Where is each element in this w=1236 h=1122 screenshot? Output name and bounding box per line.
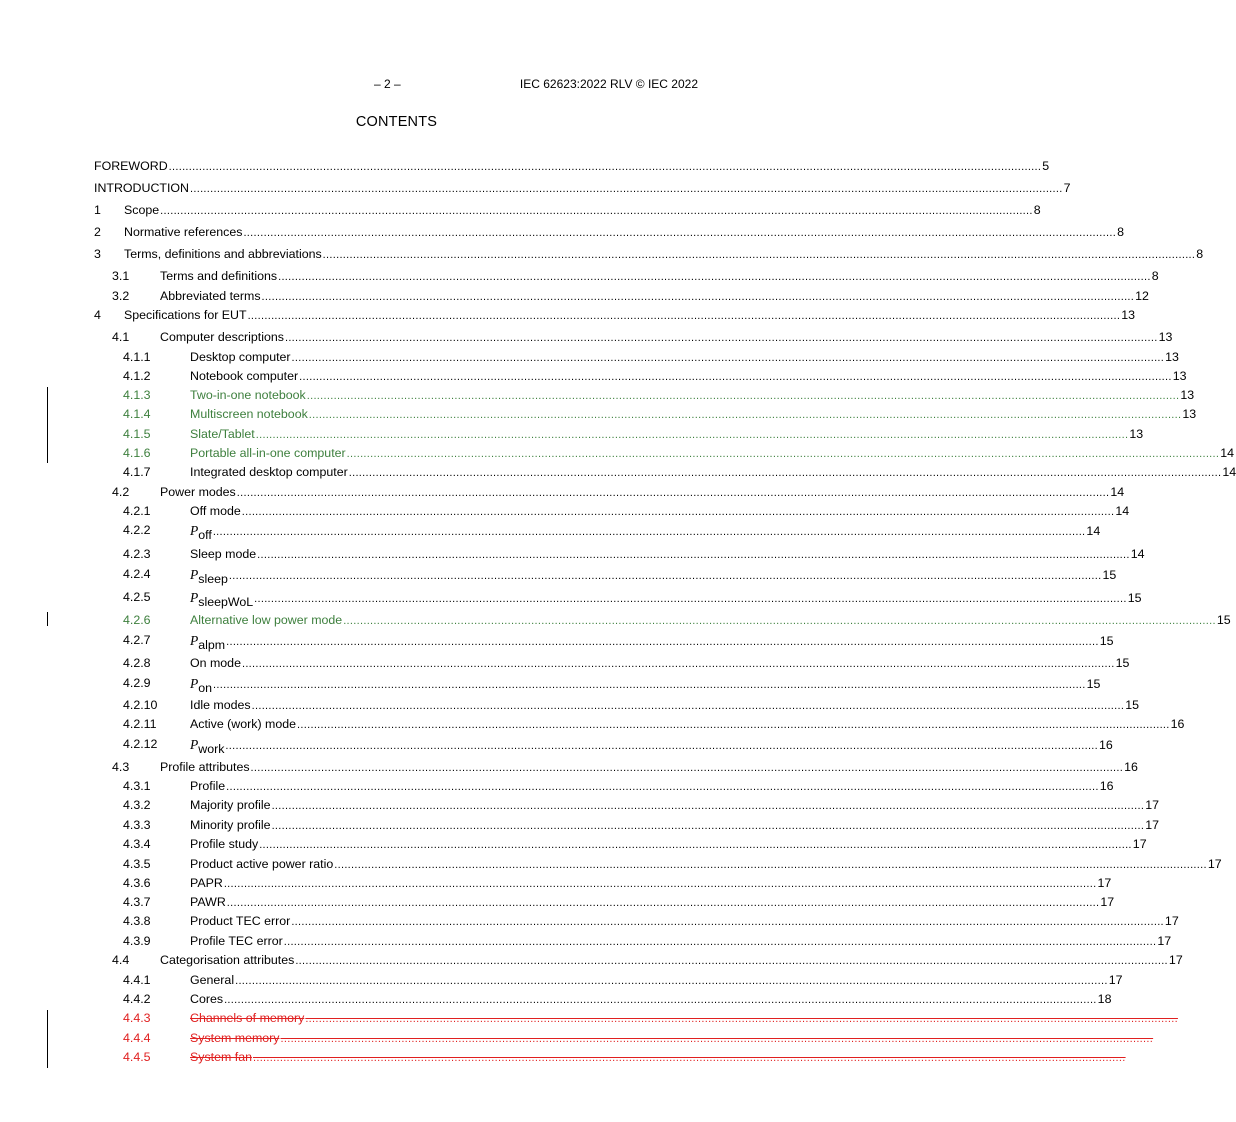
dot-leader: .................................................................................................................................................................................................................................................................... (322, 249, 1196, 261)
toc-entry[interactable] (94, 797, 1159, 814)
toc-entry[interactable] (94, 406, 1197, 423)
toc-entry-page: 13 (1182, 407, 1197, 421)
toc-entry-number: 3.1 (112, 269, 130, 283)
toc-entry-title: Desktop computer (190, 350, 291, 364)
toc-entry-line (94, 158, 1050, 176)
toc-entry[interactable] (94, 933, 1172, 950)
toc-entry-line (190, 875, 1112, 893)
toc-entry-title: Alternative low power mode (190, 613, 343, 627)
toc-entry-line (190, 1010, 1178, 1028)
toc-entry-line (190, 797, 1159, 815)
toc-entry-page: 17 (1145, 818, 1159, 832)
toc-entry[interactable] (94, 546, 1145, 563)
dot-leader: .................................................................................................................................................................................................................................................................... (223, 878, 1097, 890)
toc-entry-number: 4.1.5 (123, 427, 151, 441)
dot-leader: .................................................................................................................................................................................................................................................................... (271, 820, 1145, 832)
toc-entry[interactable] (94, 856, 1222, 873)
toc-entry[interactable] (94, 589, 1142, 609)
dot-leader: .................................................................................................................................................................................................................................................................... (257, 549, 1130, 561)
toc-entry-title: Product TEC error (190, 914, 291, 928)
toc-entry-line (190, 426, 1144, 444)
dot-leader: .................................................................................................................................................................................................................................................................... (280, 1033, 1154, 1045)
toc-entry-number: 4.2.7 (123, 633, 151, 647)
toc-entry-number: 4.3 (112, 760, 130, 774)
toc-entry[interactable] (94, 329, 1173, 346)
toc-entry-number: 4.4.5 (123, 1050, 151, 1064)
toc-entry-title: Scope (124, 203, 160, 217)
toc-entry-number: 4.2.8 (123, 656, 151, 670)
dot-leader: .................................................................................................................................................................................................................................................................... (306, 390, 1180, 402)
dot-leader: .................................................................................................................................................................................................................................................................... (228, 570, 1102, 582)
dot-leader: .................................................................................................................................................................................................................................................................... (250, 762, 1124, 774)
toc-entry-number: 3.2 (112, 289, 130, 303)
toc-entry-title: Off mode (190, 504, 241, 518)
dot-leader: .................................................................................................................................................................................................................................................................... (255, 429, 1129, 441)
toc-entry-page: 15 (1216, 613, 1231, 627)
toc-entry-title: Sleep mode (190, 547, 257, 561)
toc-entry-title: Majority profile (190, 798, 271, 812)
toc-entry-page: 13 (1172, 369, 1187, 383)
toc-entry-number: 4.2.4 (123, 567, 151, 581)
toc-entry-line (190, 697, 1140, 715)
toc-entry-line (190, 913, 1179, 931)
power-symbol: P (190, 523, 199, 538)
toc-entry[interactable] (94, 675, 1101, 695)
toc-entry-title: Profile TEC error (190, 934, 283, 948)
toc-entry[interactable] (94, 445, 1235, 462)
toc-entry-title (190, 522, 213, 540)
toc-entry-title: PAWR (190, 895, 226, 909)
toc-entry-line (190, 387, 1195, 405)
toc-entry-page: 17 (1132, 837, 1147, 851)
toc-entry[interactable] (94, 368, 1187, 385)
toc-entry-page: 17 (1168, 953, 1183, 967)
toc-entry-title: Profile attributes (160, 760, 250, 774)
dot-leader: .................................................................................................................................................................................................................................................................... (190, 183, 1063, 195)
toc-entry-page: 15 (1086, 677, 1101, 691)
toc-entry-title (190, 566, 229, 584)
toc-entry-page: 17 (1100, 895, 1115, 909)
toc-entry[interactable] (94, 158, 1050, 175)
toc-entry-line (190, 1030, 1154, 1048)
toc-entry-page: 8 (1151, 269, 1159, 283)
power-symbol: P (190, 590, 199, 605)
dot-leader: .................................................................................................................................................................................................................................................................... (212, 526, 1086, 538)
toc-entry-line (160, 329, 1173, 347)
power-symbol: P (190, 737, 199, 752)
toc-entry-number: 2 (94, 225, 101, 239)
toc-entry-page: 15 (1099, 634, 1114, 648)
toc-entry[interactable] (94, 387, 1195, 404)
toc-entry-page: 13 (1158, 330, 1173, 344)
dot-leader: .................................................................................................................................................................................................................................................................... (226, 781, 1099, 793)
toc-entry-number: 1 (94, 203, 101, 217)
toc-entry-number: 4.3.4 (123, 837, 151, 851)
power-symbol-subscript: on (198, 681, 213, 695)
toc-entry-page: 13 (1121, 308, 1135, 322)
toc-entry-page: 8 (1196, 247, 1204, 261)
toc-entry-page: 17 (1157, 934, 1172, 948)
toc-entry-number: 4.4.2 (123, 992, 151, 1006)
toc-entry-title: Channels of memory (190, 1011, 305, 1025)
toc-entry-page: 13 (1180, 388, 1195, 402)
toc-entry-title: INTRODUCTION (94, 181, 189, 195)
toc-entry-line (190, 589, 1142, 609)
toc-entry-line (160, 288, 1149, 306)
toc-entry-page: 14 (1220, 446, 1235, 460)
toc-entry[interactable] (94, 817, 1159, 834)
dot-leader: .................................................................................................................................................................................................................................................................... (236, 487, 1110, 499)
toc-entry-page: 17 (1108, 973, 1123, 987)
power-symbol-subscript: sleepWoL (198, 595, 254, 609)
toc-entry[interactable] (94, 697, 1140, 714)
toc-entry-page: 14 (1110, 485, 1125, 499)
dot-leader: .................................................................................................................................................................................................................................................................... (348, 467, 1222, 479)
toc-entry-line (190, 503, 1130, 521)
toc-entry[interactable] (94, 224, 1124, 241)
toc-entry-number: 4.2 (112, 485, 130, 499)
toc-entry-title: Terms, definitions and abbreviations (124, 247, 322, 261)
toc-entry-title (190, 675, 213, 693)
toc-entry-page: 17 (1097, 876, 1112, 890)
toc-entry-title: Power modes (160, 485, 236, 499)
toc-entry-line (190, 856, 1222, 874)
dot-leader: .................................................................................................................................................................................................................................................................... (251, 700, 1125, 712)
toc-entry-line (124, 307, 1135, 325)
power-symbol: P (190, 676, 199, 691)
toc-entry-line (190, 464, 1236, 482)
toc-entry-number: 3 (94, 247, 101, 261)
power-symbol-subscript: sleep (198, 572, 228, 586)
standard-reference: IEC 62623:2022 RLV © IEC 2022 (519, 77, 698, 91)
toc-entry-number: 4.1.6 (123, 446, 151, 460)
dot-leader: .................................................................................................................................................................................................................................................................... (243, 227, 1117, 239)
toc-entry-number: 4.2.11 (123, 717, 157, 731)
toc-entry-number: 4.2.12 (123, 737, 158, 751)
toc-entry-page: 16 (1099, 779, 1114, 793)
toc-entry-page: 16 (1099, 738, 1113, 752)
dot-leader: .................................................................................................................................................................................................................................................................... (346, 448, 1220, 460)
toc-entry[interactable] (94, 202, 1041, 219)
toc-entry-line (190, 632, 1114, 652)
toc-entry-line (124, 246, 1204, 264)
toc-entry[interactable] (94, 836, 1147, 853)
toc-entry-title: Product active power ratio (190, 857, 334, 871)
toc-entry-page: 15 (1115, 656, 1130, 670)
toc-entry[interactable] (94, 1010, 1178, 1027)
toc-entry-number: 4 (94, 308, 101, 322)
page-header (0, 77, 793, 93)
toc-entry-title: Two-in-one notebook (190, 388, 306, 402)
dot-leader: .................................................................................................................................................................................................................................................................... (254, 593, 1127, 605)
dot-leader: .................................................................................................................................................................................................................................................................... (291, 916, 1164, 928)
dot-leader: .................................................................................................................................................................................................................................................................... (308, 409, 1182, 421)
dot-leader: .................................................................................................................................................................................................................................................................... (225, 740, 1099, 752)
toc-entry[interactable] (94, 991, 1112, 1008)
toc-entry[interactable] (94, 566, 1117, 586)
toc-entry-page: 15 (1127, 591, 1142, 605)
toc-entry[interactable] (94, 655, 1130, 672)
toc-entry-page: 7 (1063, 181, 1071, 195)
toc-entry[interactable] (94, 894, 1115, 911)
dot-leader: .................................................................................................................................................................................................................................................................... (299, 371, 1172, 383)
toc-entry-number: 4.2.3 (123, 547, 151, 561)
toc-entry-title (190, 736, 225, 754)
dot-leader: .................................................................................................................................................................................................................................................................... (295, 955, 1168, 967)
toc-entry-number: 4.3.1 (123, 779, 151, 793)
toc-entry-page: 17 (1145, 798, 1159, 812)
toc-entry-line (190, 612, 1231, 630)
toc-entry-line (190, 349, 1179, 367)
dot-leader: .................................................................................................................................................................................................................................................................... (235, 975, 1108, 987)
dot-leader: .................................................................................................................................................................................................................................................................... (305, 1013, 1178, 1025)
toc-entry-line (190, 522, 1101, 542)
toc-entry-page: 17 (1207, 857, 1222, 871)
toc-entry-page: 15 (1125, 698, 1140, 712)
dot-leader: .................................................................................................................................................................................................................................................................... (168, 161, 1042, 173)
toc-entry-line (190, 445, 1235, 463)
toc-entry-page: 15 (1102, 568, 1117, 582)
toc-entry-number: 4.1.4 (123, 407, 151, 421)
toc-entry[interactable] (94, 736, 1113, 756)
toc-entry-title: General (190, 973, 235, 987)
toc-entry-line (94, 180, 1071, 198)
toc-entry-number: 4.3.5 (123, 857, 151, 871)
toc-entry[interactable] (94, 632, 1114, 652)
toc-entry-number: 4.4 (112, 953, 130, 967)
dot-leader: .................................................................................................................................................................................................................................................................... (278, 271, 1151, 283)
toc-entry-number: 4.1 (112, 330, 130, 344)
toc-entry-number: 4.2.2 (123, 523, 151, 537)
toc-entry-line (190, 655, 1130, 673)
toc-entry-number: 4.3.8 (123, 914, 151, 928)
toc-entry-number: 4.4.4 (123, 1031, 151, 1045)
toc-entry-title: Abbreviated terms (160, 289, 261, 303)
toc-entry-title: Integrated desktop computer (190, 465, 348, 479)
dot-leader: .................................................................................................................................................................................................................................................................... (343, 615, 1216, 627)
toc-entry-line (190, 933, 1172, 951)
toc-entry-title: Computer descriptions (160, 330, 284, 344)
power-symbol: P (190, 567, 199, 582)
toc-entry[interactable] (94, 759, 1138, 776)
toc-entry[interactable] (94, 778, 1114, 795)
toc-entry-line (190, 894, 1115, 912)
power-symbol: P (190, 633, 199, 648)
toc-entry-number: 4.1.3 (123, 388, 151, 402)
toc-entry[interactable] (94, 913, 1179, 930)
toc-entry[interactable] (94, 1030, 1154, 1047)
power-symbol-subscript: work (198, 742, 225, 756)
toc-entry-page: 12 (1135, 289, 1149, 303)
toc-entry-line (190, 972, 1123, 990)
dot-leader: .................................................................................................................................................................................................................................................................... (334, 859, 1207, 871)
toc-entry-number: 4.1.1 (123, 350, 151, 364)
toc-entry-number: 4.3.6 (123, 876, 151, 890)
toc-entry-title: Profile (190, 779, 226, 793)
toc-entry-title (190, 589, 254, 607)
toc-entry-title: PAPR (190, 876, 223, 890)
toc-entry-title: Profile study (190, 837, 259, 851)
toc-entry-title: Categorisation attributes (160, 953, 295, 967)
toc-entry-number: 4.2.10 (123, 698, 158, 712)
toc-entry-number: 4.4.1 (123, 973, 151, 987)
toc-entry-title: Slate/Tablet (190, 427, 255, 441)
toc-entry-line (190, 736, 1113, 756)
toc-entry[interactable] (94, 952, 1183, 969)
dot-leader: .................................................................................................................................................................................................................................................................... (261, 291, 1135, 303)
toc-entry-page: 8 (1117, 225, 1124, 239)
toc-entry-number: 4.2.5 (123, 590, 151, 604)
page-title: CONTENTS (355, 114, 438, 130)
dot-leader: .................................................................................................................................................................................................................................................................... (291, 352, 1165, 364)
toc-entry[interactable] (94, 484, 1125, 501)
toc-entry-page: 18 (1097, 992, 1112, 1006)
toc-entry-line (190, 1049, 1126, 1067)
toc-entry-title: Portable all-in-one computer (190, 446, 346, 460)
toc-entry-line (160, 952, 1183, 970)
toc-entry-title: Multiscreen notebook (190, 407, 308, 421)
toc-entry[interactable] (94, 972, 1123, 989)
toc-entry-page: 13 (1129, 427, 1144, 441)
toc-entry[interactable] (94, 464, 1236, 481)
toc-entry-page: 14 (1115, 504, 1130, 518)
toc-entry-title: Notebook computer (190, 369, 299, 383)
dot-leader: .................................................................................................................................................................................................................................................................... (271, 800, 1145, 812)
toc-entry[interactable] (94, 268, 1159, 285)
toc-entry[interactable] (94, 288, 1149, 305)
toc-entry-title: Cores (190, 992, 224, 1006)
toc-entry-line (190, 778, 1114, 796)
dot-leader: .................................................................................................................................................................................................................................................................... (226, 897, 1100, 909)
toc-entry-number: 4.1.2 (123, 369, 151, 383)
dot-leader: .................................................................................................................................................................................................................................................................... (297, 719, 1170, 731)
change-bar (47, 387, 48, 463)
toc-entry-title (190, 632, 226, 650)
toc-entry-page: 14 (1130, 547, 1145, 561)
toc-entry-title: Normative references (124, 225, 243, 239)
dot-leader: .................................................................................................................................................................................................................................................................... (213, 679, 1086, 691)
dot-leader: .................................................................................................................................................................................................................................................................... (259, 839, 1132, 851)
toc-entry-page: 14 (1222, 465, 1236, 479)
toc-entry-title: Active (work) mode (190, 717, 297, 731)
toc-entry-number: 4.3.2 (123, 798, 151, 812)
dot-leader: .................................................................................................................................................................................................................................................................... (283, 936, 1157, 948)
toc-entry[interactable] (94, 426, 1144, 443)
toc-entry-page: 5 (1042, 159, 1050, 173)
toc-entry-page: 17 (1164, 914, 1179, 928)
toc-entry-page: 13 (1165, 350, 1179, 364)
toc-entry-page: 8 (1033, 203, 1041, 217)
toc-entry-number: 4.4.3 (123, 1011, 151, 1025)
dot-leader: .................................................................................................................................................................................................................................................................... (160, 205, 1033, 217)
toc-entry-line (160, 484, 1125, 502)
toc-entry[interactable] (94, 180, 1071, 197)
dot-leader: .................................................................................................................................................................................................................................................................... (241, 506, 1115, 518)
toc-entry-line (190, 566, 1117, 586)
change-bar (47, 1010, 48, 1068)
toc-entry-line (124, 224, 1124, 242)
toc-entry-line (160, 268, 1159, 286)
change-bar (47, 612, 48, 626)
toc-entry-title: Terms and definitions (160, 269, 278, 283)
dot-leader: .................................................................................................................................................................................................................................................................... (226, 636, 1099, 648)
dot-leader: .................................................................................................................................................................................................................................................................... (224, 994, 1097, 1006)
toc-entry-line (190, 817, 1159, 835)
toc-entry-number: 4.1.7 (123, 465, 151, 479)
toc-entry-title: On mode (190, 656, 241, 670)
toc-entry-title: System memory (190, 1031, 280, 1045)
toc-entry-line (190, 991, 1112, 1009)
toc-entry[interactable] (94, 522, 1101, 542)
toc-entry-number: 4.2.9 (123, 676, 151, 690)
toc-entry-line (160, 759, 1138, 777)
toc-entry[interactable] (94, 1049, 1126, 1066)
toc-entry-title: FOREWORD (94, 159, 168, 173)
toc-entry-page: 14 (1086, 524, 1101, 538)
toc-entry-line (190, 368, 1187, 386)
toc-entry-number: 4.3.3 (123, 818, 151, 832)
toc-entry[interactable] (94, 716, 1185, 733)
dot-leader: .................................................................................................................................................................................................................................................................... (284, 332, 1158, 344)
toc-entry-line (190, 675, 1101, 695)
toc-entry[interactable] (94, 875, 1112, 892)
toc-entry-line (190, 406, 1197, 424)
toc-entry-title: Idle modes (190, 698, 251, 712)
power-symbol-subscript: alpm (198, 638, 226, 652)
page-number: – 2 – (374, 77, 401, 91)
toc-entry-number: 4.2.6 (123, 613, 151, 627)
toc-entry[interactable] (94, 612, 1231, 629)
toc-entry[interactable] (94, 349, 1179, 366)
dot-leader: .................................................................................................................................................................................................................................................................... (241, 658, 1115, 670)
toc-entry[interactable] (94, 503, 1130, 520)
power-symbol-subscript: off (198, 528, 212, 542)
dot-leader: .................................................................................................................................................................................................................................................................... (247, 310, 1121, 322)
toc-entry-title: System fan (190, 1050, 252, 1064)
toc-entry-page: 16 (1170, 717, 1185, 731)
toc-entry-number: 4.3.7 (123, 895, 151, 909)
toc-entry-line (190, 716, 1185, 734)
toc-entry-title: Minority profile (190, 818, 271, 832)
toc-entry-title: Specifications for EUT (124, 308, 247, 322)
toc-entry-line (124, 202, 1041, 220)
toc-entry-line (190, 546, 1145, 564)
dot-leader: .................................................................................................................................................................................................................................................................... (252, 1052, 1126, 1064)
toc-entry-line (190, 836, 1147, 854)
toc-entry-page: 16 (1124, 760, 1138, 774)
toc-entry-number: 4.3.9 (123, 934, 151, 948)
toc-entry[interactable] (94, 246, 1204, 263)
toc-entry-number: 4.2.1 (123, 504, 151, 518)
toc-entry[interactable] (94, 307, 1135, 324)
